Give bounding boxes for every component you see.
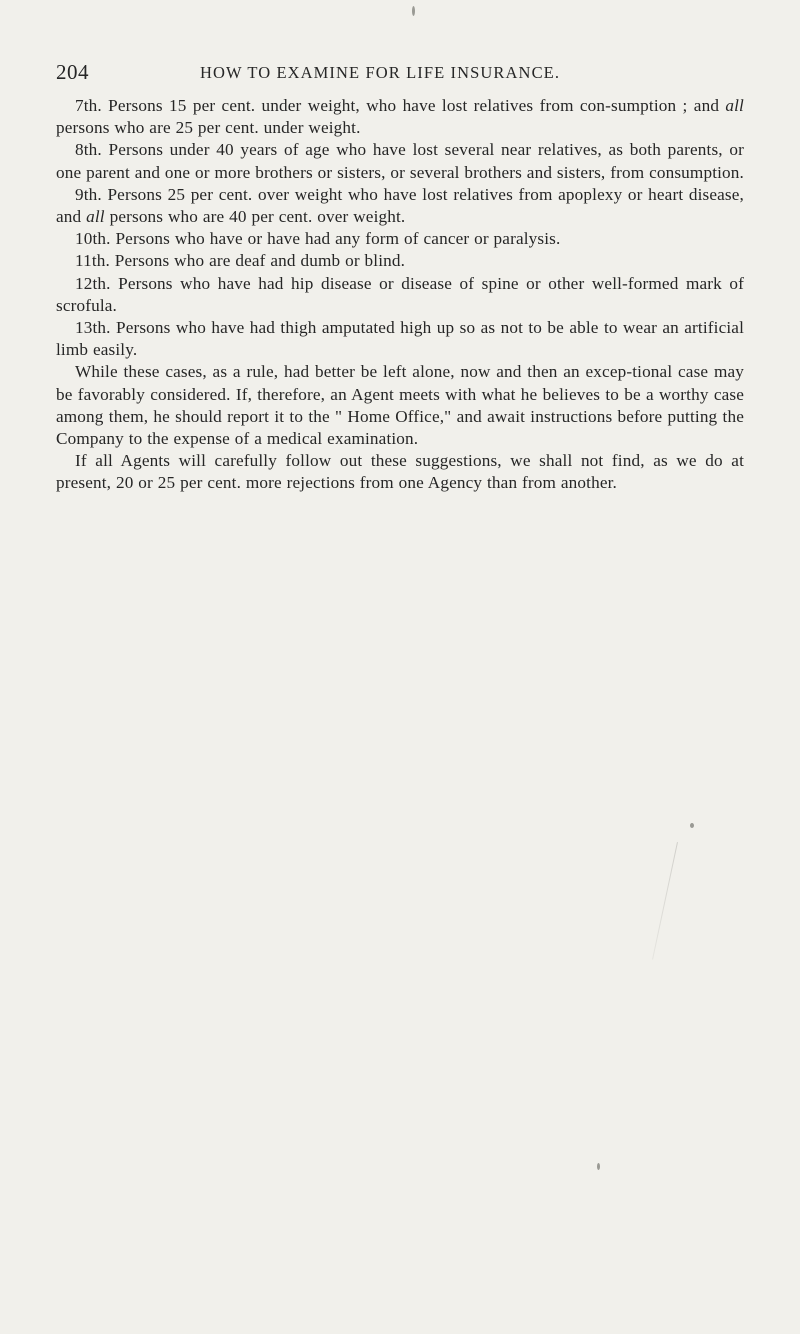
running-header <box>56 60 746 84</box>
emphasis-all: all <box>86 207 105 227</box>
emphasis-all: all <box>725 96 744 115</box>
paragraph-12th: 12th. Persons who have had hip disease or disease of spine or other well-formed mark of scrofula. <box>56 273 744 315</box>
paragraph-9th: 9th. Persons 25 per cent. over weight who have lost relatives from apoplexy or heart disease, and all persons who are 40 per cent. over weight. <box>56 184 744 227</box>
running-title: HOW TO EXAMINE FOR LIFE INSURANCE. <box>200 63 561 82</box>
paper-crease <box>652 842 678 960</box>
paragraph-7th: 7th. Persons 15 per cent. under weight, who have lost relatives from con-sumption ; and all persons who are 25 per cent. under weight. <box>56 96 744 138</box>
page-number: 204 <box>56 60 89 84</box>
paragraph-agents-suggestions: If all Agents will carefully follow out these suggestions, we shall not find, as we do at present, 20 or 25 per cent. more rejections from one Agency than from another. <box>56 451 744 493</box>
paragraph-8th: 8th. Persons under 40 years of age who have lost several near relatives, as both parents, or one parent and one or more brothers or sisters, or several brothers and sisters, from consumption. <box>56 140 744 182</box>
paragraph-11th: 11th. Persons who are deaf and dumb or blind. <box>75 251 406 271</box>
paper-speck <box>690 823 694 828</box>
paper-speck <box>597 1163 600 1170</box>
paragraph-10th: 10th. Persons who have or have had any form of cancer or paralysis. <box>75 229 561 249</box>
body-text <box>56 95 744 495</box>
paper-speck <box>412 6 415 16</box>
paragraph-exceptional-cases: While these cases, as a rule, had better be left alone, now and then an excep-tional case may be favorably considered. If, therefore, an Agent meets with what he believes to be a worthy case among them, he should report it to the " Home Office," and await instructions before putting the Company to the expense of a medical examination. <box>56 362 744 449</box>
paragraph-13th: 13th. Persons who have had thigh amputated high up so as not to be able to wear an artificial limb easily. <box>56 318 744 360</box>
